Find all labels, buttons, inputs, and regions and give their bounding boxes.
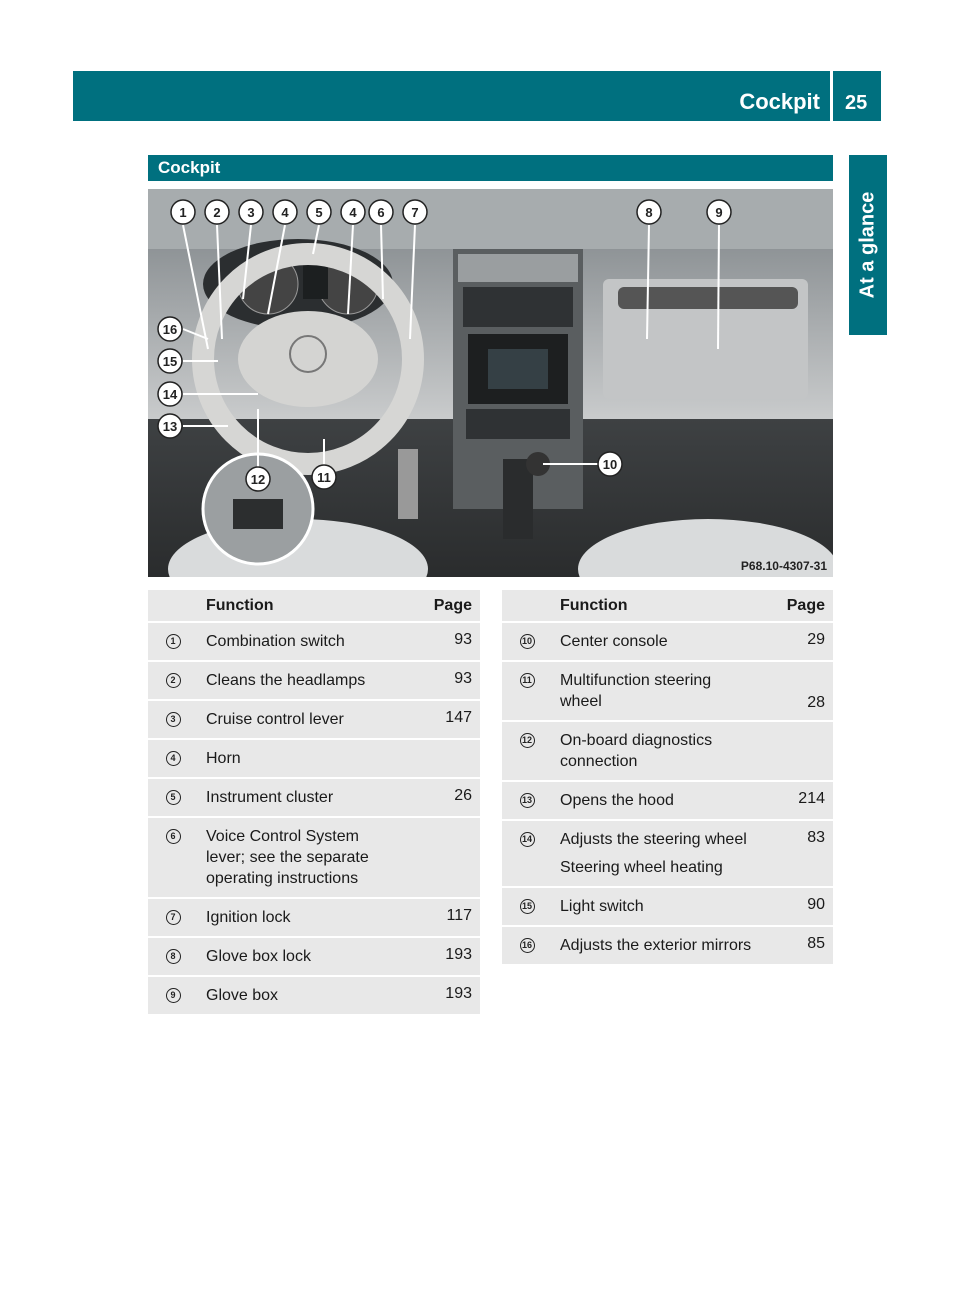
table-row	[502, 888, 833, 925]
table-row	[502, 662, 833, 720]
photo-code: P68.10-4307-31	[740, 559, 827, 573]
table-row	[502, 821, 833, 886]
page-cell: 93	[412, 662, 480, 699]
item-number: 5	[166, 790, 181, 805]
callout-14: 14	[162, 387, 178, 402]
table-row	[148, 779, 480, 816]
page-cell: 214	[765, 782, 833, 819]
item-number: 1	[166, 634, 181, 649]
function-cell: Glove box	[198, 977, 412, 1014]
table-row	[502, 722, 833, 780]
page-cell: 93	[412, 623, 480, 660]
header-function: Function	[198, 590, 412, 621]
header-function: Function	[552, 590, 765, 621]
side-tab	[849, 155, 887, 335]
table-row	[148, 899, 480, 936]
callout-5: 5	[315, 205, 323, 220]
function-cell: Opens the hood	[552, 782, 765, 819]
side-tab-label: At a glance	[856, 191, 879, 299]
item-number: 4	[166, 751, 181, 766]
page-cell: 29	[765, 623, 833, 660]
page-cell: 117	[412, 899, 480, 936]
item-number: 15	[520, 899, 535, 914]
function-cell: Horn	[198, 740, 412, 777]
item-number: 12	[520, 733, 535, 748]
table-row	[502, 623, 833, 660]
function-cell	[552, 821, 765, 886]
function-table-left	[148, 588, 480, 1016]
callout-4: 4	[281, 205, 289, 220]
table-row	[148, 938, 480, 975]
item-number: 14	[520, 832, 535, 847]
page-cell: 147	[412, 701, 480, 738]
cockpit-illustration	[148, 189, 833, 577]
callout-2: 2	[213, 205, 221, 220]
page-cell: 90	[765, 888, 833, 925]
table-header-row	[148, 590, 480, 621]
header-title: Cockpit	[739, 89, 820, 114]
table-row	[148, 818, 480, 897]
table-row	[148, 977, 480, 1014]
page-cell: 83	[765, 821, 833, 886]
table-row	[502, 927, 833, 964]
item-number: 3	[166, 712, 181, 727]
function-cell: Cruise control lever	[198, 701, 412, 738]
cockpit-photo	[148, 189, 833, 577]
function-cell: Multifunction steering wheel	[552, 662, 765, 720]
header-num	[502, 590, 552, 621]
page-cell: 28	[765, 662, 833, 720]
function-cell: Instrument cluster	[198, 779, 412, 816]
item-number: 10	[520, 634, 535, 649]
page-cell: 193	[412, 938, 480, 975]
callout-7: 7	[411, 205, 419, 220]
item-number: 9	[166, 988, 181, 1003]
section-bar	[148, 155, 833, 181]
page-number: 25	[845, 92, 868, 114]
item-number: 6	[166, 829, 181, 844]
page-cell: 85	[765, 927, 833, 964]
callout-9: 9	[715, 205, 723, 220]
callout-13: 13	[162, 419, 178, 434]
item-number: 11	[520, 673, 535, 688]
item-number: 8	[166, 949, 181, 964]
header-page: Page	[765, 590, 833, 621]
table-row	[148, 662, 480, 699]
function-cell: On-board diagnostics connection	[552, 722, 765, 780]
function-cell: Ignition lock	[198, 899, 412, 936]
table-header-row	[502, 590, 833, 621]
function-subtext: Steering wheel heating	[560, 859, 723, 876]
function-cell: Adjusts the exterior mirrors	[552, 927, 765, 964]
callout-16: 16	[162, 322, 178, 337]
page-cell	[412, 818, 480, 897]
item-number: 13	[520, 793, 535, 808]
item-number: 16	[520, 938, 535, 953]
table-row	[148, 701, 480, 738]
callout-12: 12	[250, 472, 266, 487]
callout-15: 15	[162, 354, 178, 369]
table-row	[148, 740, 480, 777]
callout-6: 6	[377, 205, 385, 220]
header-page: Page	[412, 590, 480, 621]
function-cell: Combination switch	[198, 623, 412, 660]
function-text: Adjusts the steering wheel	[560, 831, 747, 848]
header-bar	[73, 71, 830, 121]
callout-1: 1	[179, 205, 187, 220]
function-cell: Cleans the headlamps	[198, 662, 412, 699]
item-number: 2	[166, 673, 181, 688]
page-number-box	[833, 71, 881, 121]
function-cell: Center console	[552, 623, 765, 660]
callout-8: 8	[645, 205, 653, 220]
page-cell: 26	[412, 779, 480, 816]
header-num	[148, 590, 198, 621]
item-number: 7	[166, 910, 181, 925]
section-title: Cockpit	[158, 158, 221, 177]
page-cell	[412, 740, 480, 777]
function-table-right	[502, 588, 833, 966]
callout-3: 3	[247, 205, 255, 220]
table-row	[148, 623, 480, 660]
function-cell: Glove box lock	[198, 938, 412, 975]
function-cell: Voice Control System lever; see the separate operating instructions	[198, 818, 412, 897]
callout-11: 11	[317, 470, 331, 485]
callout-10: 10	[602, 457, 618, 472]
callout-4b: 4	[349, 205, 357, 220]
function-cell: Light switch	[552, 888, 765, 925]
table-row	[502, 782, 833, 819]
page-cell: 193	[412, 977, 480, 1014]
page-cell	[765, 722, 833, 780]
